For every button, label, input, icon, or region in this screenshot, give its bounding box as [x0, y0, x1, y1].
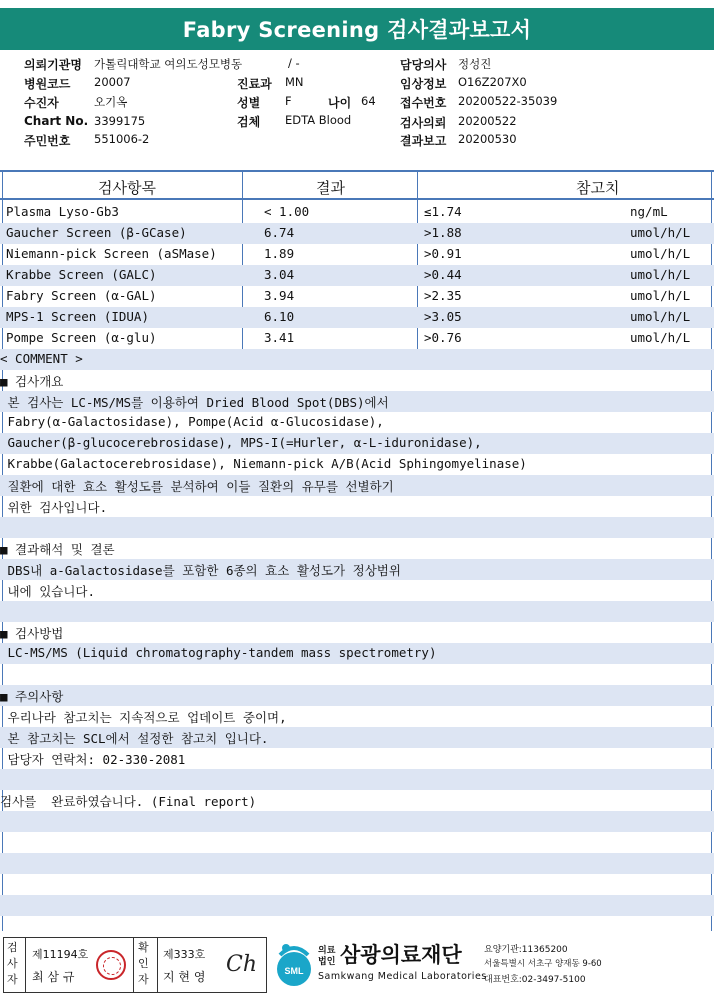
comment-text: ■ 결과해석 및 결론	[0, 542, 115, 557]
comment-line	[0, 433, 714, 454]
comment-text: ■ 주의사항	[0, 689, 64, 704]
sml-logo-icon	[272, 939, 316, 989]
dept-label: 진료과	[237, 77, 272, 91]
resident-label: 주민번호	[24, 134, 71, 148]
comment-text: 우리나라 참고치는 지속적으로 업데이트 중이며,	[0, 710, 287, 725]
results-table	[0, 170, 714, 930]
comment-text: < COMMENT >	[0, 351, 83, 366]
request-value: 20200522	[458, 114, 517, 128]
org-phone: 대표번호:02-3497-5100	[484, 975, 586, 985]
report-label: 결과보고	[400, 134, 447, 148]
comment-text: 본 검사는 LC-MS/MS를 이용하여 Dried Blood Spot(DBS)에서	[0, 395, 389, 410]
result-item: Krabbe Screen (GALC)	[6, 267, 157, 282]
confirm-name: 지 현 영	[163, 970, 206, 984]
result-unit: umol/h/L	[630, 288, 691, 303]
report-footer	[0, 937, 714, 999]
result-row	[0, 307, 714, 328]
result-item: Niemann-pick Screen (aSMase)	[6, 246, 217, 261]
header-reference: 참고치	[576, 179, 620, 197]
comment-text: 위한 검사입니다.	[0, 500, 108, 515]
comment-line	[0, 769, 714, 790]
signature: Ch	[226, 952, 258, 977]
hospital-code-value: 20007	[94, 75, 131, 89]
comment-line	[0, 832, 714, 853]
comment-line	[0, 748, 714, 769]
doctor-label: 담당의사	[400, 58, 447, 72]
result-unit: umol/h/L	[630, 225, 691, 240]
org-name: 삼광의료재단	[340, 943, 462, 967]
result-row	[0, 265, 714, 286]
resident-value: 551006-2	[94, 132, 150, 146]
comment-text: DBS내 a-Galactosidase를 포함한 6종의 효소 활성도가 정상범위	[0, 563, 401, 578]
box-divider	[157, 938, 158, 992]
chart-value: 3399175	[94, 114, 146, 128]
comment-text: ■ 검사방법	[0, 626, 64, 641]
patient-info	[0, 50, 714, 170]
ward-value: / -	[288, 56, 300, 70]
comment-text: 내에 있습니다.	[0, 584, 96, 599]
comment-line	[0, 643, 714, 664]
comment-line	[0, 370, 714, 391]
comment-text: Krabbe(Galactocerebrosidase), Niemann-pick A/B(Acid Sphingomyelinase)	[0, 456, 527, 471]
result-result: 6.10	[264, 309, 295, 324]
comment-line	[0, 601, 714, 622]
specimen-label: 검체	[237, 115, 261, 129]
org-prefix-top: 의료	[318, 946, 336, 956]
comment-line	[0, 916, 714, 937]
clinical-label: 임상정보	[400, 77, 447, 91]
result-ref: >0.91	[424, 246, 462, 261]
comment-text: 담당자 연락처: 02-330-2081	[0, 752, 186, 767]
comment-line	[0, 391, 714, 412]
comment-line	[0, 454, 714, 475]
comment-line	[0, 412, 714, 433]
result-result: 1.89	[264, 246, 295, 261]
result-unit: ng/mL	[630, 204, 668, 219]
chart-label: Chart No.	[24, 114, 89, 128]
comment-line	[0, 664, 714, 685]
receipt-label: 접수번호	[400, 96, 447, 110]
logo-text: SML	[284, 966, 304, 976]
institution-label: 의뢰기관명	[24, 58, 82, 72]
header-item: 검사항목	[98, 179, 156, 197]
inspector-label: 검사자	[7, 941, 18, 986]
result-result: < 1.00	[264, 204, 310, 219]
doctor-value: 정성진	[458, 57, 492, 71]
comment-line	[0, 706, 714, 727]
clinical-value: O16Z207X0	[458, 75, 527, 89]
box-divider	[25, 938, 26, 992]
patient-value: 오기옥	[94, 95, 128, 109]
receipt-value: 20200522-35039	[458, 94, 558, 108]
comment-line	[0, 517, 714, 538]
comment-line	[0, 475, 714, 496]
comment-text: Fabry(α-Galactosidase), Pompe(Acid α-Glucosidase),	[0, 414, 384, 429]
request-label: 검사의뢰	[400, 116, 447, 130]
org-english: Samkwang Medical Laboratories	[318, 971, 487, 982]
result-ref: >0.76	[424, 330, 462, 345]
comment-line	[0, 349, 714, 370]
result-row	[0, 223, 714, 244]
confirm-number: 제333호	[163, 948, 206, 961]
comment-line	[0, 895, 714, 916]
comment-text: 질환에 대한 효소 활성도를 분석하여 이들 질환의 유무를 선별하기	[0, 479, 394, 494]
comment-line	[0, 538, 714, 559]
result-ref: >3.05	[424, 309, 462, 324]
result-item: MPS-1 Screen (IDUA)	[6, 309, 149, 324]
report-title: Fabry Screening 검사결과보고서	[0, 8, 714, 50]
specimen-value: EDTA Blood	[285, 113, 352, 127]
comment-text: 본 참고치는 SCL에서 설정한 참고치 입니다.	[0, 731, 269, 746]
result-row	[0, 202, 714, 223]
result-result: 3.94	[264, 288, 295, 303]
result-unit: umol/h/L	[630, 246, 691, 261]
result-unit: umol/h/L	[630, 267, 691, 282]
report-value: 20200530	[458, 132, 517, 146]
age-label: 나이	[328, 96, 352, 110]
result-row	[0, 286, 714, 307]
box-divider	[133, 938, 134, 992]
header-result: 결과	[316, 179, 345, 197]
signature-box	[3, 937, 267, 993]
comment-line	[0, 727, 714, 748]
result-ref: >2.35	[424, 288, 462, 303]
sex-value: F	[285, 94, 292, 108]
result-item: Fabry Screen (α-GAL)	[6, 288, 157, 303]
result-result: 6.74	[264, 225, 295, 240]
comment-line	[0, 622, 714, 643]
result-item: Pompe Screen (α-glu)	[6, 330, 157, 345]
age-value: 64	[361, 94, 376, 108]
inspector-seal	[96, 950, 126, 980]
comment-text: LC-MS/MS (Liquid chromatography-tandem mass spectrometry)	[0, 645, 437, 660]
result-row	[0, 244, 714, 265]
inspector-number: 제11194호	[32, 948, 89, 961]
inspector-name: 최 삼 규	[32, 970, 75, 984]
comment-line	[0, 559, 714, 580]
sex-label: 성별	[237, 96, 261, 110]
result-item: Gaucher Screen (β-GCase)	[6, 225, 187, 240]
org-address: 서울특별시 서초구 양재동 9-60	[484, 959, 602, 969]
confirm-label: 확인자	[138, 941, 149, 986]
result-ref: >1.88	[424, 225, 462, 240]
table-header	[0, 170, 714, 200]
comment-line	[0, 874, 714, 895]
table-body	[0, 202, 714, 937]
dept-value: MN	[285, 75, 304, 89]
result-row	[0, 328, 714, 349]
comment-line	[0, 685, 714, 706]
comment-text: 검사를 완료하였습니다. (Final report)	[0, 794, 257, 809]
comment-line	[0, 853, 714, 874]
patient-label: 수진자	[24, 96, 59, 110]
comment-line	[0, 790, 714, 811]
result-unit: umol/h/L	[630, 309, 691, 324]
result-unit: umol/h/L	[630, 330, 691, 345]
institution-value: 가톨릭대학교 여의도성모병동	[94, 57, 243, 71]
result-ref: >0.44	[424, 267, 462, 282]
comment-line	[0, 580, 714, 601]
hospital-code-label: 병원코드	[24, 77, 71, 91]
result-item: Plasma Lyso-Gb3	[6, 204, 119, 219]
result-result: 3.04	[264, 267, 295, 282]
comment-text: Gaucher(β-glucocerebrosidase), MPS-I(=Hurler, α-L-iduronidase),	[0, 435, 482, 450]
org-prefix-bottom: 법인	[318, 957, 336, 967]
result-ref: ≤1.74	[424, 204, 462, 219]
org-code: 요양기관:11365200	[484, 945, 568, 955]
comment-text: ■ 검사개요	[0, 374, 64, 389]
comment-line	[0, 496, 714, 517]
comment-line	[0, 811, 714, 832]
result-result: 3.41	[264, 330, 295, 345]
